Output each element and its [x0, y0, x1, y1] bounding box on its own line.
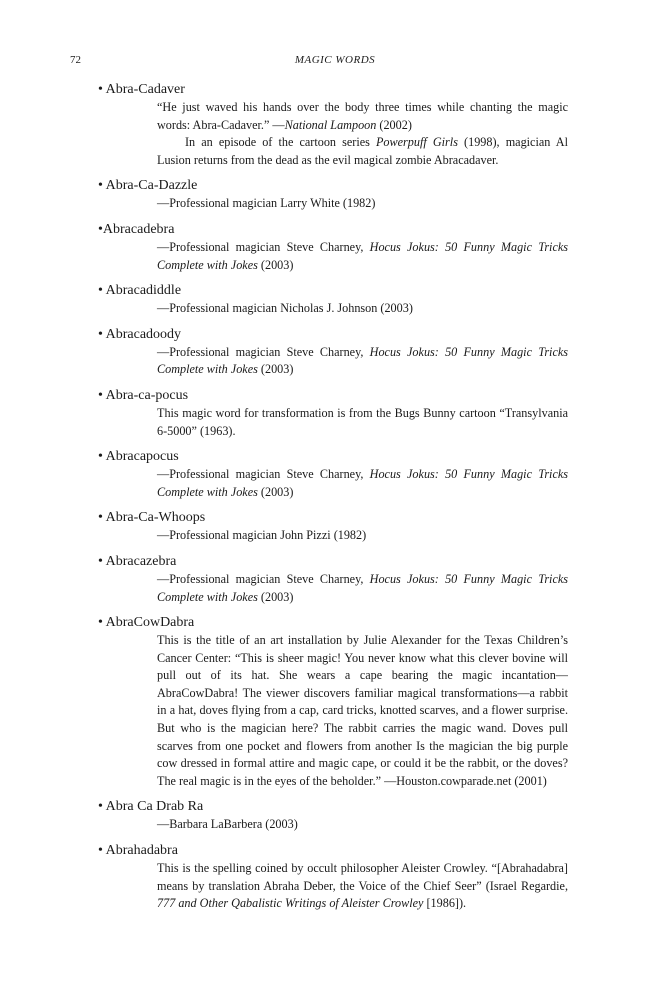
- entry-title: • Abracadiddle: [98, 283, 182, 299]
- text-run: This is the title of an art installation by Julie Alexander for the Texas Children’s Cancer Center: “This is sheer magic! You never know what this clever bovine will pull out of its hat. She wears a cape bearing the magic incantation—AbraCowDabra! The viewer discovers familiar magical transformations—a rabbit in a hat, doves flying from a cap, card tricks, knotted scarves, and a flower surprise. But who is the magician here? The rabbit carries the magic wand. Doves pull scarves from one pocket and flowers from another Is the magician the big purple cow dressed in formal attire and magic cape, or could it be the rabbit, or the doves? The real magic is in the eyes of the beholder.” —Houston.cowparade.net (2001): [157, 633, 568, 788]
- entry-title: •Abracadebra: [98, 221, 175, 237]
- entry-paragraph: [157, 816, 568, 834]
- entry-title: • Abra-Ca-Whoops: [98, 510, 206, 526]
- text-run: —Barbara LaBarbera (2003): [157, 817, 298, 832]
- text-run: (2002): [376, 117, 412, 132]
- entry-body: [157, 527, 568, 545]
- entry-paragraph: [157, 405, 568, 440]
- entry-body: [157, 239, 568, 274]
- entry: [98, 326, 568, 379]
- entry: [98, 553, 568, 606]
- entry-paragraph: [157, 134, 568, 169]
- entry-paragraph: [157, 632, 568, 790]
- entry-title: • Abracazebra: [98, 553, 177, 569]
- running-head: MAGIC WORDS: [294, 54, 376, 66]
- entry-paragraph: [157, 300, 568, 318]
- page-header: [70, 54, 600, 70]
- text-run: This is the spelling coined by occult philosopher Aleister Crowley. “[Abrahadabra] means by translation Abraha Deber, the Voice of the Chief Seer” (Israel Regardie,: [157, 861, 568, 893]
- entry-title: • Abra-Ca-Dazzle: [98, 178, 198, 194]
- entry-body: [157, 405, 568, 440]
- entry-body: [157, 300, 568, 318]
- entry-paragraph: [157, 239, 568, 274]
- entry: [98, 798, 568, 834]
- entry: [98, 448, 568, 501]
- entry: [98, 81, 568, 169]
- entry: [98, 842, 568, 913]
- entry-body: [157, 571, 568, 606]
- entry: [98, 282, 568, 318]
- entry-title: • Abra-ca-pocus: [98, 387, 189, 403]
- text-run: —Professional magician Steve Charney,: [157, 344, 370, 359]
- entry: [98, 221, 568, 274]
- entry-body: [157, 195, 568, 213]
- text-run: —Professional magician Steve Charney,: [157, 467, 370, 482]
- entry-paragraph: [157, 527, 568, 545]
- text-run: This magic word for transformation is from the Bugs Bunny cartoon “Transylvania 6-5000” (1963).: [157, 405, 568, 438]
- entry-body: [157, 816, 568, 834]
- text-run: [1986]).: [423, 896, 467, 911]
- entry: [98, 509, 568, 545]
- italic-text: Hocus Jokus: 50 Funny Magic Tricks Complete with Jokes: [157, 467, 569, 499]
- entry-paragraph: [157, 571, 568, 606]
- entry-paragraph: [157, 195, 568, 213]
- text-run: (2003): [257, 484, 294, 499]
- entry: [98, 177, 568, 213]
- entry-body: [157, 466, 568, 501]
- text-run: —Professional magician John Pizzi (1982): [157, 528, 367, 543]
- entry-title: • Abra-Cadaver: [98, 82, 185, 97]
- entry-title: • Abrahadabra: [98, 843, 178, 859]
- italic-text: National Lampoon: [284, 117, 377, 132]
- italic-text: Hocus Jokus: 50 Funny Magic Tricks Complete with Jokes: [157, 344, 569, 377]
- text-run: (2003): [257, 257, 294, 272]
- entry-title: • Abracapocus: [98, 449, 179, 465]
- entry-body: [157, 99, 568, 169]
- entry-paragraph: [157, 99, 568, 134]
- entry-list: [98, 81, 568, 921]
- italic-text: 777 and Other Qabalistic Writings of Aleister Crowley: [157, 896, 424, 911]
- text-run: —Professional magician Steve Charney,: [157, 239, 370, 254]
- text-run: “He just waved his hands over the body three times while chanting the magic words: Abra-Cadaver.” —: [157, 100, 568, 132]
- text-run: (2003): [257, 362, 294, 377]
- italic-text: Hocus Jokus: 50 Funny Magic Tricks Complete with Jokes: [157, 571, 569, 604]
- italic-text: Hocus Jokus: 50 Funny Magic Tricks Complete with Jokes: [157, 239, 569, 272]
- page-number: 72: [70, 54, 81, 66]
- entry-paragraph: [157, 860, 568, 913]
- entry: [98, 614, 568, 790]
- entry-paragraph: [157, 344, 568, 379]
- entry-title: • Abracadoody: [98, 326, 182, 342]
- entry-paragraph: [157, 466, 568, 501]
- text-run: —Professional magician Larry White (1982): [157, 196, 376, 211]
- italic-text: Powerpuff Girls: [375, 135, 458, 150]
- text-run: In an episode of the cartoon series: [185, 135, 376, 150]
- entry-title: • AbraCowDabra: [98, 615, 195, 631]
- entry-body: [157, 632, 568, 790]
- entry-title: • Abra Ca Drab Ra: [98, 799, 204, 815]
- entry: [98, 387, 568, 440]
- text-run: (2003): [257, 589, 294, 604]
- text-run: —Professional magician Nicholas J. Johnson (2003): [157, 301, 413, 316]
- entry-body: [157, 860, 568, 913]
- text-run: —Professional magician Steve Charney,: [157, 571, 370, 586]
- text-run: (1998), magician Al Lusion returns from the dead as the evil magical zombie Abracadaver.: [157, 135, 568, 167]
- entry-body: [157, 344, 568, 379]
